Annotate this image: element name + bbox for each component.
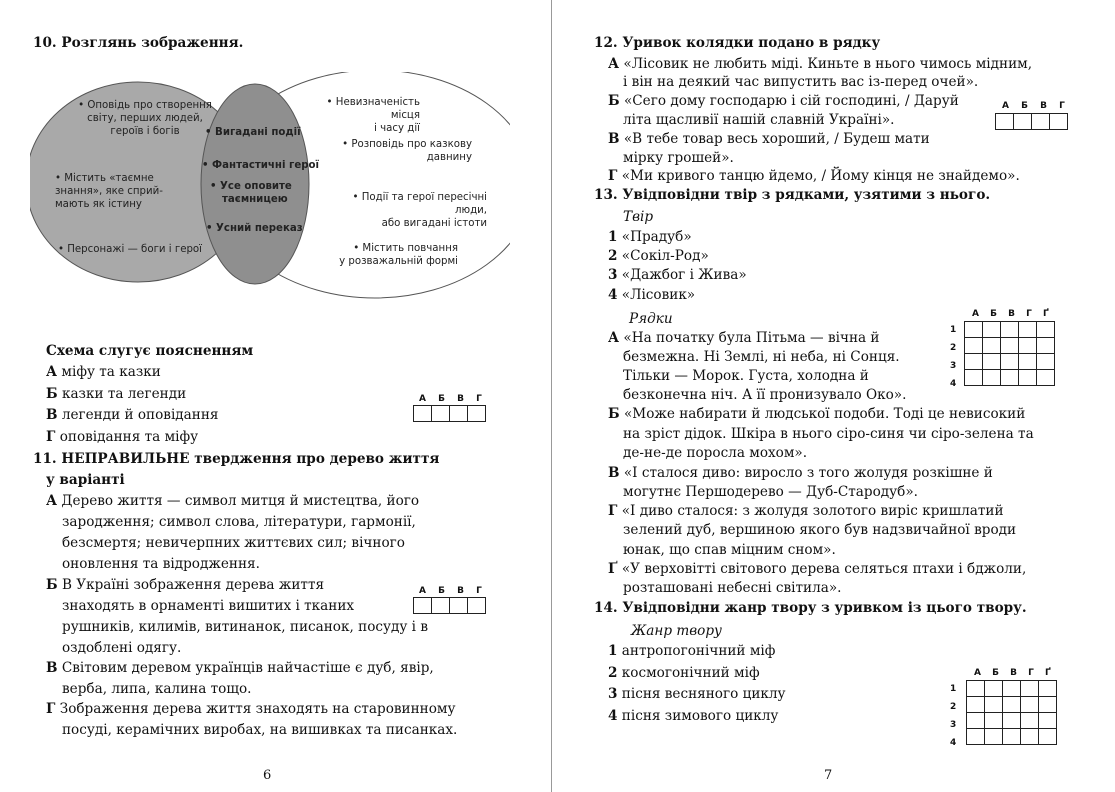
- venn-right-item-3: • Події та герої пересічні люди, або вигадані істоти: [352, 192, 487, 229]
- q13-line: де-не-де поросла мохом».: [623, 445, 808, 461]
- q13-line: безконечна ніч. А її пронизувало Око».: [623, 387, 907, 403]
- q13-work-item: 2 «Сокіл-Род»: [608, 248, 709, 264]
- q13-line: Ґ «У верховітті світового дерева селяться птахи і бджоли,: [608, 561, 1027, 577]
- q11-title-2: у варіанті: [46, 472, 125, 488]
- q12-grid-header: А Б В Г: [1002, 101, 1065, 111]
- page-number-right: 7: [824, 768, 833, 783]
- venn-right-item-4: • Містить повчання у розважальній формі: [339, 243, 458, 267]
- q12-answer-grid[interactable]: [995, 113, 1068, 130]
- q14-row-num: 4: [950, 738, 957, 748]
- q13-line: Тільки — Морок. Густа, холодна й: [623, 368, 869, 384]
- venn-center-item-2: • Фантастичні герої: [202, 160, 320, 171]
- q11-line: В Світовим деревом українців найчастіше є дуб, явір,: [46, 660, 434, 676]
- q13-line: розташовані небесні світила».: [623, 580, 842, 596]
- q11-line: рушників, килимів, витинанок, писанок, посуду і в: [62, 619, 428, 635]
- q13-answer-grid[interactable]: [964, 321, 1055, 386]
- q12-line: А «Лісовик не любить міді. Киньте в нього чимось мідним,: [608, 56, 1033, 72]
- venn-left-item-2: • Містить «таємне знання», яке сприй- мають як істину: [55, 173, 163, 210]
- q10-option-d: Г оповідання та міфу: [46, 429, 199, 445]
- q11-line: Г Зображення дерева життя знаходять на старовинному: [46, 701, 456, 717]
- q13-title: 13. Увідповідни твір з рядками, узятими з нього.: [594, 187, 991, 203]
- q14-genre-item: 1 антропогонічний міф: [608, 643, 776, 659]
- q14-row-num: 3: [950, 720, 957, 730]
- q11-answer-grid[interactable]: [413, 597, 486, 614]
- q12-line: і він на деякий час випустить вас із-перед очей».: [623, 74, 979, 90]
- q14-genre-label: Жанр твору: [631, 623, 722, 639]
- q13-row-num: 4: [950, 379, 957, 389]
- q13-line: юнак, що спав міцним сном».: [623, 542, 836, 558]
- q13-line: на зріст дідок. Шкіра в нього сіро-синя чи сіро-зелена та: [623, 426, 1034, 442]
- q11-line: оздоблені одягу.: [62, 640, 182, 656]
- venn-right-item-1: • Невизначеність місця і часу дії: [326, 97, 420, 134]
- q11-line: оновлення та відродження.: [62, 556, 260, 572]
- q13-grid-header: А Б В Г Ґ: [972, 309, 1049, 319]
- q14-row-num: 2: [950, 702, 957, 712]
- q13-line: безмежна. Ні Землі, ні неба, ні Сонця.: [623, 349, 900, 365]
- q10-option-b: Б казки та легенди: [46, 386, 187, 402]
- venn-left-item-3: • Персонажі — боги і герої: [58, 244, 202, 255]
- q10-option-a: А міфу та казки: [46, 364, 161, 380]
- q14-genre-item: 4 пісня зимового циклу: [608, 708, 779, 724]
- q13-work-label: Твір: [623, 209, 654, 225]
- q11-line: верба, липа, калина тощо.: [62, 681, 252, 697]
- q13-work-item: 3 «Дажбог і Жива»: [608, 267, 747, 283]
- q12-title: 12. Уривок колядки подано в рядку: [594, 35, 881, 51]
- q11-line: знаходять в орнаменті вишитих і тканих: [62, 598, 355, 614]
- q11-line: А Дерево життя — символ митця й мистецтва, його: [46, 493, 420, 509]
- q12-line: літа щасливії нашій славній Україні».: [623, 112, 895, 128]
- q14-grid-header: А Б В Г Ґ: [974, 668, 1051, 678]
- scheme-title: Схема слугує поясненням: [46, 343, 254, 359]
- q11-line: зародження; символ слова, літератури, гармонії,: [62, 514, 416, 530]
- q13-lines-label: Рядки: [629, 311, 673, 327]
- q12-line: Б «Сего дому господарю і сій господині, / Даруй: [608, 93, 959, 109]
- venn-right-item-2: • Розповідь про казкову давнину: [342, 139, 472, 163]
- q13-line: зелений дуб, вершиною якого був надзвичайної вроди: [623, 522, 1017, 538]
- q11-grid-header: А Б В Г: [419, 586, 482, 596]
- page-divider: [551, 0, 552, 792]
- venn-center-item-3: • Усе оповите: [210, 181, 292, 192]
- q10-option-c: В легенди й оповідання: [46, 407, 219, 423]
- q12-line: Г «Ми кривого танцю йдемо, / Йому кінця не знайдемо».: [608, 168, 1020, 184]
- q13-line: Б «Може набирати й людської подоби. Тоді це невисокий: [608, 406, 1026, 422]
- page-number-left: 6: [263, 768, 272, 783]
- q10-title: 10. Розглянь зображення.: [33, 35, 244, 51]
- q13-work-item: 4 «Лісовик»: [608, 287, 696, 303]
- q13-work-item: 1 «Прадуб»: [608, 229, 692, 245]
- venn-center-item-4: • Усний переказ: [206, 223, 303, 234]
- q12-line: мірку грошей».: [623, 150, 734, 166]
- q13-row-num: 3: [950, 361, 957, 371]
- venn-center-item-1: • Вигадані події: [205, 127, 301, 138]
- q14-answer-grid[interactable]: [966, 680, 1057, 745]
- q14-title: 14. Увідповідни жанр твору з уривком із цього твору.: [594, 600, 1027, 616]
- q11-line: безсмертя; невичерпних життєвих сил; вічного: [62, 535, 405, 551]
- q13-line: А «На початку була Пітьма — вічна й: [608, 330, 880, 346]
- q13-row-num: 1: [950, 325, 957, 335]
- q14-genre-item: 3 пісня весняного циклу: [608, 686, 786, 702]
- q13-line: могутнє Першодерево — Дуб-Стародуб».: [623, 484, 918, 500]
- q13-row-num: 2: [950, 343, 957, 353]
- q12-line: В «В тебе товар весь хороший, / Будеш мати: [608, 131, 930, 147]
- q11-line: Б В Україні зображення дерева життя: [46, 577, 325, 593]
- venn-left-item-1: • Оповідь про створення світу, перших людей, героїв і богів: [78, 100, 212, 137]
- q13-line: В «І сталося диво: виросло з того жолудя розкішне й: [608, 465, 993, 481]
- q14-row-num: 1: [950, 684, 957, 694]
- q11-line: посуді, керамічних виробах, на вишивках та писанках.: [62, 722, 458, 738]
- q10-grid-header: А Б В Г: [419, 394, 482, 404]
- q10-answer-grid[interactable]: [413, 405, 486, 422]
- q13-line: Г «І диво сталося: з жолудя золотого виріс кришлатий: [608, 503, 1004, 519]
- venn-center-item-3b: таємницею: [222, 194, 288, 205]
- q14-genre-item: 2 космогонічний міф: [608, 665, 760, 681]
- q11-title-1: 11. НЕПРАВИЛЬНЕ твердження про дерево життя: [33, 451, 440, 467]
